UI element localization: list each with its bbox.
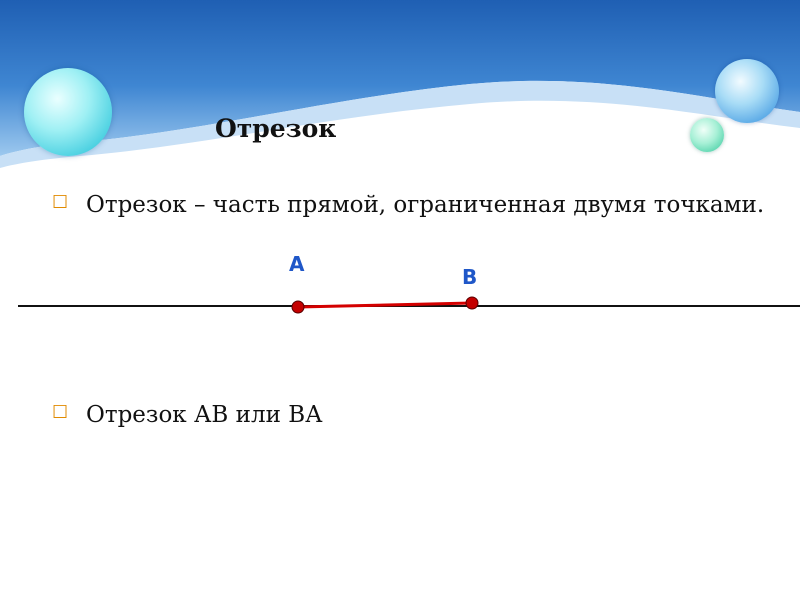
segment-diagram [0, 240, 800, 340]
header-wave-background [0, 0, 800, 200]
point-b-label: B [462, 265, 478, 289]
bullet-text: Отрезок АВ или ВА [86, 402, 323, 428]
point-a [292, 301, 304, 313]
point-a-label: A [289, 252, 305, 276]
bullet-item-definition [52, 188, 772, 223]
bullet-icon: ☐ [52, 192, 69, 213]
decorative-bubble-right [715, 59, 779, 123]
bullet-item-notation [52, 398, 772, 433]
decorative-bubble-left [24, 68, 112, 156]
decorative-bubble-small [690, 118, 724, 152]
bullet-icon: ☐ [52, 402, 69, 423]
slide-title: Отрезок [215, 114, 337, 143]
point-b [466, 297, 478, 309]
bullet-text: Отрезок – часть прямой, ограниченная двумя точками. [86, 192, 765, 218]
